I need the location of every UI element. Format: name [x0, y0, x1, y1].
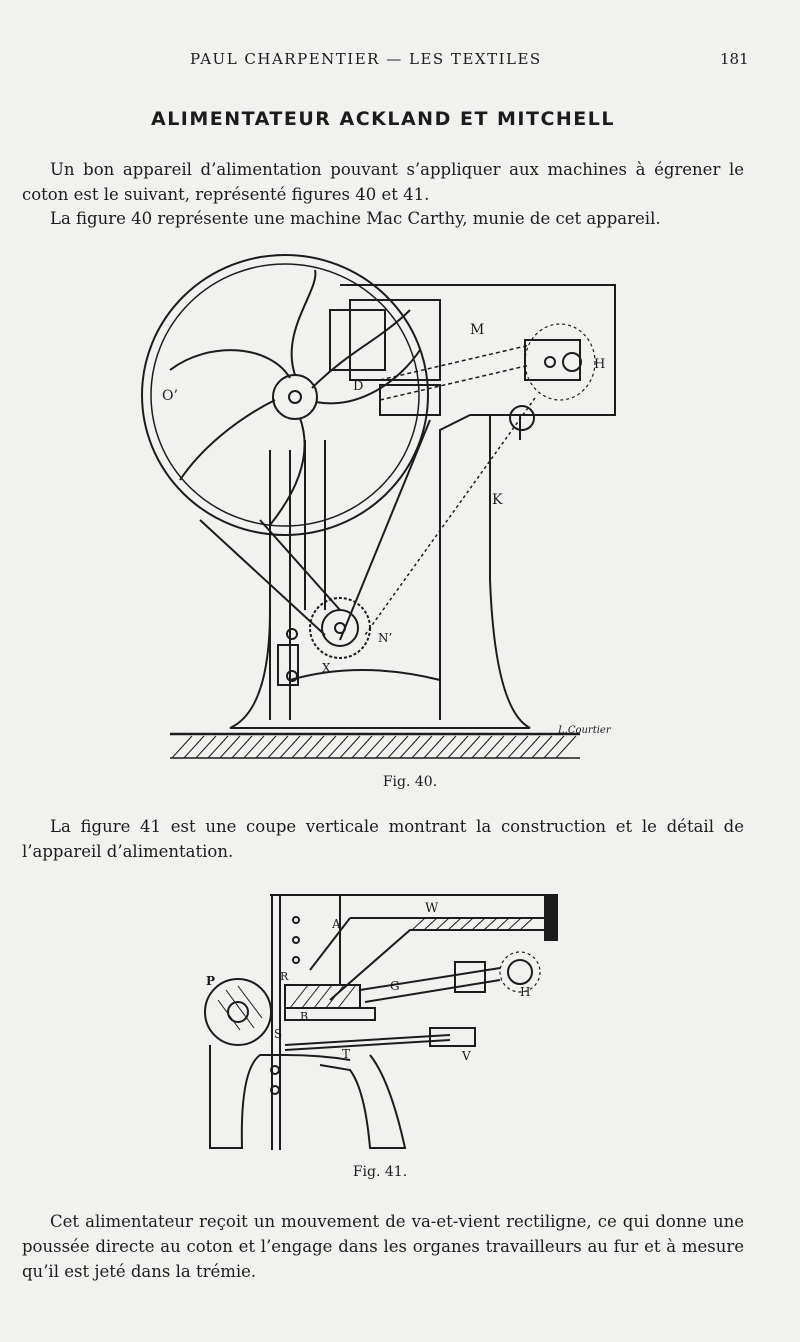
- paragraph-intro: Un bon appareil d’alimentation pouvant s’appliquer aux machines à égrener le coton est le suivant, représenté figures 40 et 41.: [22, 160, 744, 204]
- label-W: W: [425, 901, 439, 916]
- label-X: X: [322, 661, 331, 675]
- figure-40-drawing: [140, 250, 640, 765]
- label-S: S: [274, 1027, 283, 1041]
- flywheel-hub: [273, 375, 317, 419]
- figure-41-caption: Fig. 41.: [352, 1164, 408, 1180]
- label-B: B: [300, 1010, 309, 1023]
- label-V: V: [462, 1049, 471, 1063]
- paragraph-figure-41-ref: La figure 41 est une coupe verticale montrant la construction et le détail de l’appareil d’alimentation.: [22, 817, 744, 861]
- label-D: D: [353, 379, 364, 394]
- section-title: ALIMENTATEUR ACKLAND ET MITCHELL: [151, 108, 615, 130]
- figure-40-svg: [140, 250, 640, 765]
- label-H: H: [594, 357, 606, 372]
- label-M: M: [470, 322, 485, 338]
- lower-pulley: [310, 598, 370, 658]
- label-A: A: [332, 917, 341, 931]
- label-K: K: [492, 492, 503, 508]
- flywheel-rim: [142, 255, 428, 535]
- feeder-head: [525, 340, 580, 380]
- label-H: H: [520, 985, 531, 999]
- paragraph-figure-40-ref: La figure 40 représente une machine Mac Carthy, munie de cet appareil.: [50, 209, 661, 228]
- label-P: P: [206, 974, 216, 988]
- figure-41-svg: [200, 890, 560, 1155]
- label-O: O’: [162, 388, 178, 404]
- label-N: N’: [378, 631, 393, 645]
- label-G: G: [390, 979, 400, 993]
- figure-41-drawing: [200, 890, 560, 1155]
- label-R: R: [280, 970, 289, 983]
- roller-P: [205, 979, 271, 1045]
- label-T: T: [342, 1047, 351, 1061]
- figure-40-caption: Fig. 40.: [382, 774, 438, 790]
- paragraph-description: Cet alimentateur reçoit un mouvement de va-et-vient rectiligne, ce qui donne une poussée directe au coton et l’engage dans les organes travailleurs au fur et à mesure qu’il est jeté dans la trémie.: [22, 1212, 744, 1281]
- page-number: 181: [720, 50, 749, 68]
- engraver-signature: L.Courtier: [558, 725, 611, 736]
- running-head: PAUL CHARPENTIER — LES TEXTILES: [190, 50, 542, 68]
